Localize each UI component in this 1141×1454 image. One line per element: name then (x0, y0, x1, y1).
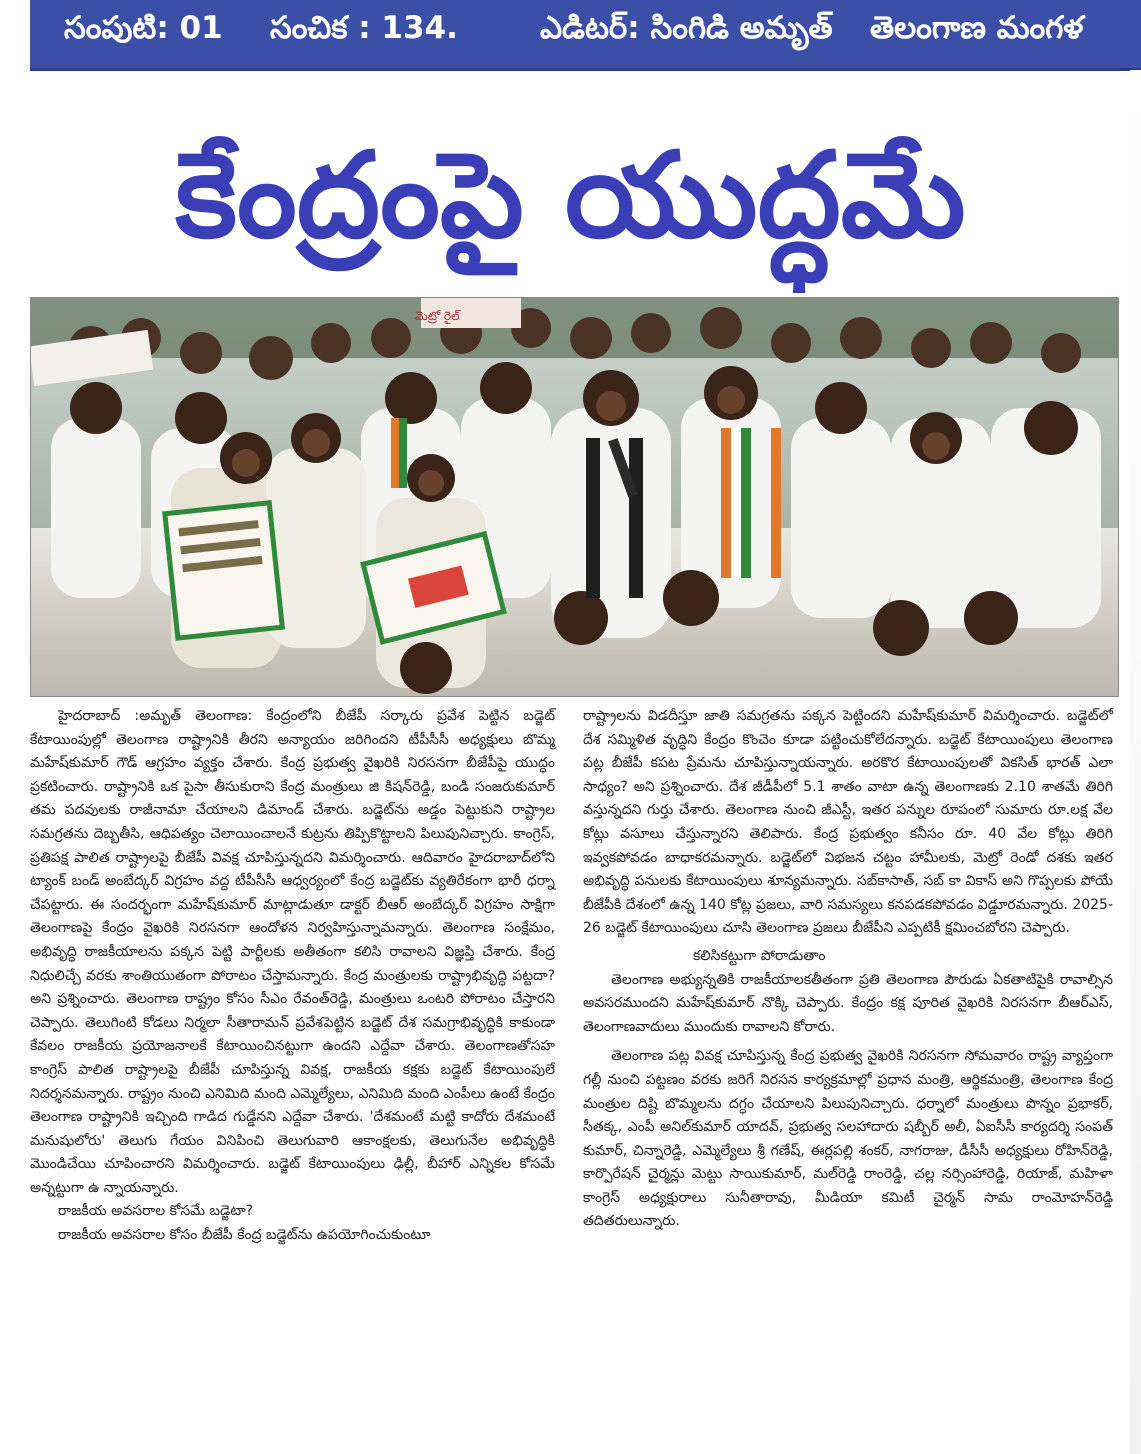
paper-name: తెలంగాణ మంగళ (870, 10, 1084, 46)
masthead-band (30, 0, 1141, 71)
article-subheading: రాజకీయ అవసరాల కోసమే బడ్జెటా? (58, 1203, 254, 1220)
article-paragraph: హైదరాబాద్ :అమృత్ తెలంగాణ: కేంద్రంలోని బీజేపీ సర్కారు ప్రవేశ పెట్టిన బడ్జెట్ కేటాయింపుల్లో తెలంగాణ రాష్ట్రానికి తీరని అన్యాయం జరిగిందని టీపీసీసీ అధ్యక్షులు బొమ్మ మహేష్‌కుమార్ గౌడ్ ఆగ్రహం వ్యక్తం చేశారు. కేంద్ర ప్రభుత్వ వైఖరికి నిరసనగా బీజేపీపై యుద్ధం ప్రకటించారు. రాష్ట్రానికి ఒక పైసా తీసుకురాని కేంద్ర మంత్రులు జి కిషన్‌రెడ్డి, బండి సంజరుకుమార్ తమ పదవులకు రాజీనామా చేయాలని డిమాండ్ చేశారు. బడ్జెట్‌ను అడ్డం పెట్టుకుని రాష్ట్రాల సమగ్రతను దెబ్బతీసి, ఆధిపత్యం చెలాయించాలనే కుట్రను తిప్పికొట్టాలని పిలుపునిచ్చారు. కాంగ్రెస్, ప్రతిపక్ష పాలిత రాష్ట్రాలపై బీజేపీ వివక్ష చూపిస్తున్నదని విమర్శించారు. ఆదివారం హైదరాబాద్‌లోని ట్యాంక్ బండ్ అంబేద్కర్ విగ్రహం వద్ద టీపీసీసీ ఆధ్వర్యంలో కేంద్ర బడ్జెట్‌కు వ్యతిరేకంగా భారీ ధర్నా చేపట్టారు. ఈ సందర్భంగా మహేష్‌కుమార్ మాట్లాడుతూ డాక్టర్ బీఆర్ అంబేద్కర్ విగ్రహం సాక్షిగా తెలంగాణపై కేంద్రం వైఖరికి నిరసనగా ఆందోళన నిర్వహిస్తున్నామన్నారు. తెలంగాణ సంక్షేమం, అభివృద్ధి రాజకీయాలను పక్కన పెట్టి పార్టీలకు అతీతంగా కలిసి రావాలని విజ్ఞప్తి చేశారు. కేంద్ర నిధులిచ్చే వరకు శాంతియుతంగా పోరాటం చేస్తామన్నారు. కేంద్ర మంత్రులకు రాష్ట్రాభివృద్ధి పట్టదా? అని ప్రశ్నించారు. తెలంగాణ రాష్ట్రం కోసం సీఎం రేవంత్‌రెడ్డి, మంత్రులు ఒంటరి పోరాటం చేస్తారని చెప్పారు. తెలుగింటి కోడలు నిర్మలా సీతారామన్ ప్రవేశపెట్టిన బడ్జెట్ దేశ సమగ్రాభివృద్ధికి కాకుండా కేవలం రాజకీయ ప్రయోజనాలకే కేటాయించినట్టుగా ఉందని ఎద్దేవా చేశారు. తెలంగాణతోసహ కాంగ్రెస్ పాలిత రాష్ట్రాలపై బీజేపీ చూపిస్తున్న వివక్ష, రాజకీయ కక్షకు బడ్జెట్ కేటాయింపులే నిదర్శనమన్నారు. రాష్ట్రం నుంచి ఎనిమిది మంది ఎమ్మెల్యేలు, ఎనిమిది మంది ఎంపీలు ఉంటే కేంద్రం తెలంగాణ రాష్ట్రానికి ఇచ్చింది గాడిద గుడ్డేనని ఎద్దేవా చేశారు. 'దేశమంటే మట్టి కాదోరు దేశమంటే మనుషులోరు' తెలుగు గేయం వినిపించి తెలుగువారి ఆకాంక్షలకు, తెలుగునేల అభివృద్ధికి మొండిచేయి చూపించారని విమర్శించారు. బడ్జెట్ కేటాయింపులు ఢిల్లీ, బీహార్ ఎన్నికల కోసమే అన్నట్టుగా ఉ న్నాయన్నారు. (30, 708, 555, 1196)
issue-number: సంచిక : 134. (270, 10, 458, 46)
article-subheading: కలిసికట్టుగా పోరాడుతాం (693, 947, 826, 964)
article-left-column (30, 705, 555, 1248)
volume-number: సంపుటి: 01 (64, 10, 223, 46)
article-paragraph: తెలంగాణ పట్ల వివక్ష చూపిస్తున్న కేంద్ర ప్రభుత్వ వైఖరికి నిరసనగా సోమవారం రాష్ట్ర వ్యాప్తంగా గల్లీ నుంచి పట్టణం వరకు జరిగే నిరసన కార్యక్రమాల్లో ప్రధాన మంత్రి, ఆర్థికమంత్రి, తెలంగాణ కేంద్ర మంత్రుల దిష్టి బొమ్మలను దగ్ధం చేయాలని పిలుపునిచ్చారు. ధర్నాలో మంత్రులు పొన్నం ప్రభాకర్, సీతక్క, ఎంపీ అనిల్‌కుమార్ యాదవ్, ప్రభుత్వ సలహాదారు షబ్బీర్ అలీ, ఏఐసీసీ కార్యదర్శి సంపత్ కుమార్, చిన్నారెడ్డి, ఎమ్మెల్యేలు శ్రీ గణేష్, ఈర్లపల్లి శంకర్, నాగరాజు, డీసీసీ అధ్యక్షులు రోహిన్‌రెడ్డి, కార్పొరేషన్ చైర్మన్లు మెట్టు సాయికుమార్, మల్‌రెడ్డి రాంరెడ్డి, చల్ల నర్సింహారెడ్డి, రియాజ్, మహిళా కాంగ్రెస్ అధ్యక్షురాలు సునీతారావు, మీడియా కమిటీ చైర్మన్ సామ రాంమోహన్‌రెడ్డి తదితరులున్నారు. (583, 1048, 1113, 1230)
article-right-column (583, 705, 1113, 1234)
news-photo (30, 297, 1119, 697)
editor-name: ఎడిటర్: సింగిడి అమృత్ (540, 10, 833, 46)
article-paragraph: రాష్ట్రాలను విడదీస్తూ జాతి సమగ్రతను పక్కన పెట్టిందని మహేష్‌కుమార్ విమర్శించారు. బడ్జెట్‌లో దేశ సమ్మిళిత వృద్ధిని కేంద్రం కొంచెం కూడా పట్టించుకోలేదన్నారు. బడ్జెట్ కేటాయింపులు తెలంగాణ పట్ల బీజేపీ కపట ప్రేమను చూపిస్తున్నాయన్నారు. అరకొర కేటాయింపులతో వికసిత్ భారత్ ఎలా సాధ్యం? అని ప్రశ్నించారు. దేశ జీడీపీలో 5.1 శాతం వాటా ఉన్న తెలంగాణకు 2.10 శాతమే తిరిగి వస్తున్నదని గుర్తు చేశారు. తెలంగాణ నుంచి జీఎస్టీ, ఇతర పన్నుల రూపంలో సుమారు రూ.లక్ష వేల కోట్లు వసూలు చేస్తున్నారని తెలిపారు. కేంద్ర ప్రభుత్వం కనీసం రూ. 40 వేల కోట్లు తిరిగి ఇవ్వకపోవడం బాధాకరమన్నారు. బడ్జెట్‌లో విభజన చట్టం హామీలకు, మెట్రో రెండో దశకు ఇతర అభివృద్ధి పనులకు కేటాయింపులు శూన్యమన్నారు. సబ్‌కాసాత్, సబ్ కా వికాస్ అని గొప్పలకు పోయే బీజేపీకి దేశంలో ఉన్న 140 కోట్ల ప్రజలు, వారి సమస్యలు కనపడకపోవడం విడ్డూరమన్నారు. 2025-26 బడ్జెట్ కేటాయింపులు చూసి తెలంగాణ ప్రజలు బీజేపీని ఎప్పటికీ క్షమించబోరని చెప్పారు. (583, 708, 1114, 937)
headline: కేంద్రంపై యుద్ధమే (175, 126, 966, 264)
article-paragraph-closing: రాజకీయ అవసరాల కోసం బీజేపీ కేంద్ర బడ్జెట్‌ను ఉపయోగించుకుంటూ (58, 1227, 431, 1244)
article-paragraph: తెలంగాణ అభ్యున్నతికి రాజకీయాలకతీతంగా ప్రతి తెలంగాణ పౌరుడు ఏకతాటిపైకి రావాల్సిన అవసరముందని మహేష్‌కుమార్ నొక్కి చెప్పారు. కేంద్రం కక్ష పూరిత వైఖరికి నిరసనగా బీఆర్ఎస్, తెలంగాణవాదులు ముందుకు రావాలని కోరారు. (583, 971, 1113, 1035)
photo-banner-text: మెట్రో రైల్ (415, 309, 460, 323)
